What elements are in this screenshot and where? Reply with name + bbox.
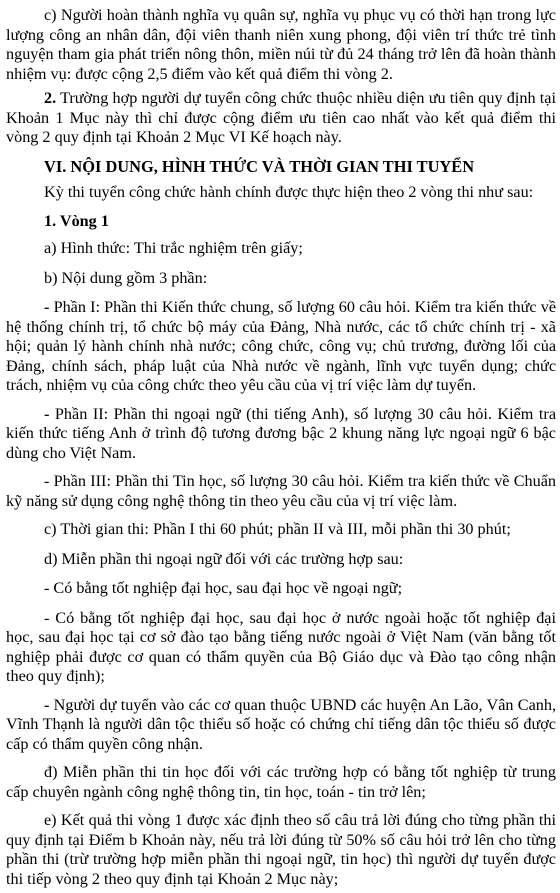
section-intro: Kỳ thi tuyển công chức hành chính được thực hiện theo 2 vòng thi như sau: xyxy=(44,182,534,201)
paragraph-priority-2 xyxy=(6,89,556,148)
item-number: 2. xyxy=(44,89,57,107)
paragraph-language-exemption-1: - Có bằng tốt nghiệp đại học, sau đại học về ngoại ngữ; xyxy=(44,579,403,597)
paragraph-part-3: - Phần III: Phần thi Tin học, số lượng 30 câu hỏi. Kiểm tra kiến thức về Chuẩn kỹ năng sử dụng công nghệ thông tin theo yêu cầu của vị trí việc làm. xyxy=(6,472,556,510)
round-1-heading: 1. Vòng 1 xyxy=(44,212,109,230)
paragraph-text: Người dự tuyển vào các cơ quan thuộc UBND các huyện An Lão, Vân Canh, Vĩnh Thạnh là người dân tộc thiểu số hoặc có chứng chỉ tiếng dân tộc thiểu số được cấp có thẩm quyền công nhận. xyxy=(6,695,557,753)
paragraph-language-exemption-2: - Có bằng tốt nghiệp đại học, sau đại học ở nước ngoài hoặc tốt nghiệp đại học, sau đại học tại cơ sở đào tạo bằng tiếng nước ngoài ở Việt Nam (văn bằng tốt nghiệp phải được cơ quan có thẩm quyền của Bộ Giáo dục và Đào tạo công nhận theo quy định); xyxy=(6,608,556,685)
paragraph-time: c) Thời gian thi: Phần I thi 60 phút; phần II và III, mỗi phần thi 30 phút; xyxy=(44,520,511,538)
paragraph-result: e) Kết quả thi vòng 1 được xác định theo số câu trả lời đúng cho từng phần thi quy định tại Điểm b Khoản này, nếu trả lời đúng từ 50% số câu hỏi trở lên cho từng phần thi (trừ trường hợp miễn phần thi ngoại ngữ, tin học) thì người dự tuyển được thi tiếp vòng 2 theo quy định tại Khoản 2 Mục này; xyxy=(6,811,556,888)
paragraph-it-exemption: đ) Miễn phần thi tin học đối với các trường hợp có bằng tốt nghiệp từ trung cấp chuyên ngành công nghệ thông tin, tin học, toán - tin trở lên; xyxy=(6,763,556,801)
document-page xyxy=(6,0,556,893)
dash-marker: - xyxy=(44,695,54,714)
paragraph-text: Trường hợp người dự tuyển công chức thuộc nhiều diện ưu tiên quy định tại Khoản 1 Mục này thì chỉ được cộng điểm ưu tiên cao nhất vào kết quả điểm thi vòng 2 quy định tại Khoản 2 Mục VI Kế hoạch này. xyxy=(6,89,556,146)
paragraph-language-exemption-3 xyxy=(6,696,556,755)
paragraph-part-1 xyxy=(6,298,556,396)
dash-marker: - xyxy=(44,404,55,423)
paragraph-part-2 xyxy=(6,405,556,464)
paragraph-text: Phần I: Phần thi Kiến thức chung, số lượng 60 câu hỏi. Kiểm tra kiến thức về hệ thống chính trị, tổ chức bộ máy của Đảng, Nhà nước, các tổ chức chính trị - xã hội; quản lý hành chính nhà nước; công chức, công vụ; chủ trương, đường lối của Đảng, chính sách, pháp luật của Nhà nước về ngành, lĩnh vực tuyển dụng; chức trách, nhiệm vụ của công chức theo yêu cầu của vị trí việc làm dự tuyển. xyxy=(6,298,556,394)
paragraph-priority-c: c) Người hoàn thành nghĩa vụ quân sự, nghĩa vụ phục vụ có thời hạn trong lực lượng công an nhân dân, đội viên thanh niên xung phong, đội viên trí thức trẻ tình nguyện tham gia phát triển nông thôn, miền núi từ đủ 24 tháng trở lên đã hoàn thành nhiệm vụ: được cộng 2,5 điểm vào kết quả điểm thi vòng 2. xyxy=(6,6,556,83)
section-heading: VI. NỘI DUNG, HÌNH THỨC VÀ THỜI GIAN THI TUYỂN xyxy=(44,156,475,176)
paragraph-language-exemption: d) Miễn phần thi ngoại ngữ đối với các trường hợp sau: xyxy=(44,549,404,568)
paragraph-form: a) Hình thức: Thi trắc nghiệm trên giấy; xyxy=(44,239,303,257)
paragraph-content: b) Nội dung gồm 3 phần: xyxy=(44,268,208,287)
dash-marker: - xyxy=(44,298,54,316)
paragraph-text: Phần II: Phần thi ngoại ngữ (thi tiếng Anh), số lượng 30 câu hỏi. Kiểm tra kiến thức tiếng Anh ở trình độ tương đương bậc 2 khung năng lực ngoại ngữ 6 bậc dùng cho Việt Nam. xyxy=(6,404,557,462)
